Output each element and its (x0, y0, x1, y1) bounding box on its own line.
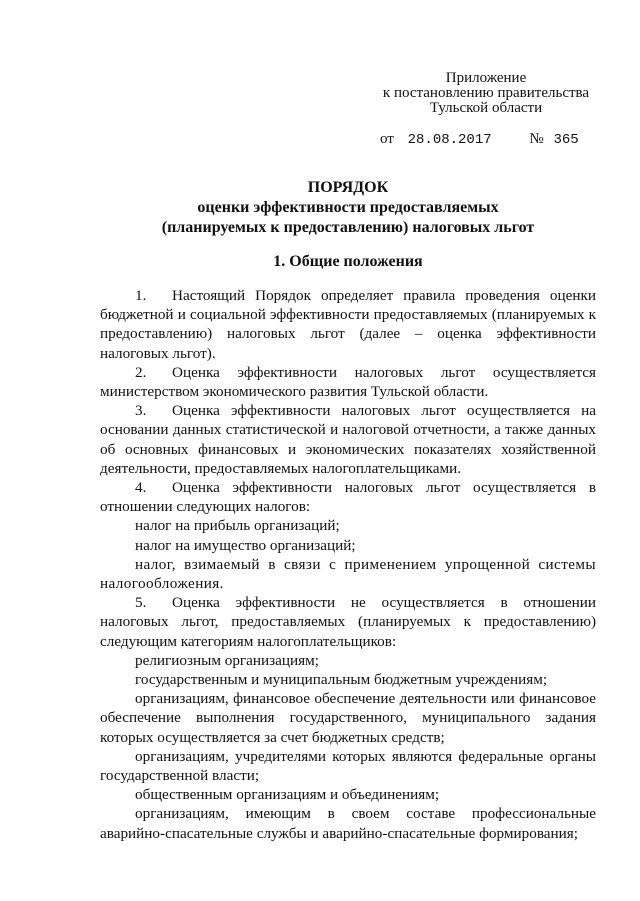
list-item: религиозным организациям; (135, 651, 319, 669)
paragraph-text: Оценка эффективности налоговых льгот осуществляется министерством экономического развития Тульской области. (100, 363, 596, 401)
list-item: налог на прибыль организаций; (135, 517, 340, 535)
document-subtitle-line2: (планируемых к предоставлению) налоговых льгот (161, 219, 535, 236)
list-item: налог на имущество организаций; (135, 536, 356, 554)
paragraph-text: Настоящий Порядок определяет правила проведения оценки бюджетной и социальной эффективности предоставляемых (планируемых к предоставлению) налоговых льгот (далее – оценка эффективности налоговых льгот). (100, 287, 596, 362)
list-item: общественным организациям и объединениям; (135, 786, 440, 804)
list-item: налог, взимаемый в связи с применением упрощенной системы налогообложения. (100, 555, 596, 593)
appendix-decree-ref: к постановлению правительства (382, 85, 590, 101)
decree-number: 365 (553, 132, 579, 148)
appendix-label: Приложение (445, 70, 527, 86)
paragraph-text: Оценка эффективности не осуществляется в отношении налоговых льгот, предоставляемых (планируемых к предоставлению) следующим категориям налогоплательщиков: (100, 594, 596, 650)
paragraph-4 (100, 478, 596, 516)
document-body (100, 286, 596, 843)
paragraph-5 (100, 593, 596, 651)
paragraph-2 (100, 363, 596, 401)
appendix-region: Тульской области (429, 100, 543, 116)
list-item: государственным и муниципальным бюджетным учреждениям; (135, 671, 548, 689)
paragraph-3 (100, 401, 596, 478)
list-item: организациям, финансовое обеспечение деятельности или финансовое обеспечение выполнения государственного, муниципального задания которых осуществляется за счет бюджетных средств; (100, 690, 596, 746)
paragraph-text: Оценка эффективности налоговых льгот осуществляется в отношении следующих налогов: (100, 479, 596, 516)
document-subtitle-line1: оценки эффективности предоставляемых (197, 199, 499, 216)
paragraph-text: Оценка эффективности налоговых льгот осуществляется на основании данных статистической и налоговой отчетности, а также данных об основных финансовых и экономических показателях хозяйственной деятельности, предоставляемых налогоплательщиками. (100, 402, 596, 477)
section-heading: 1. Общие положения (273, 253, 423, 270)
paragraph-number: 1. (135, 287, 147, 304)
paragraph-number: 2. (135, 363, 147, 381)
paragraph-number: 3. (135, 402, 147, 420)
list-item: организациям, учредителями которых являются федеральные органы государственной власти; (100, 747, 596, 785)
paragraph-number: 4. (135, 479, 147, 497)
decree-date: 28.08.2017 (407, 132, 492, 148)
number-prefix: № (529, 131, 544, 147)
list-item: организациям, имеющим в своем составе профессиональные аварийно-спасательные службы и аварийно-спасательные формирования; (100, 805, 596, 842)
paragraph-1 (100, 286, 596, 363)
decree-date-number (380, 131, 579, 148)
document-title: ПОРЯДОК (307, 179, 389, 196)
appendix-header (372, 71, 600, 116)
paragraph-number: 5. (135, 594, 147, 612)
date-prefix: от (380, 131, 394, 147)
